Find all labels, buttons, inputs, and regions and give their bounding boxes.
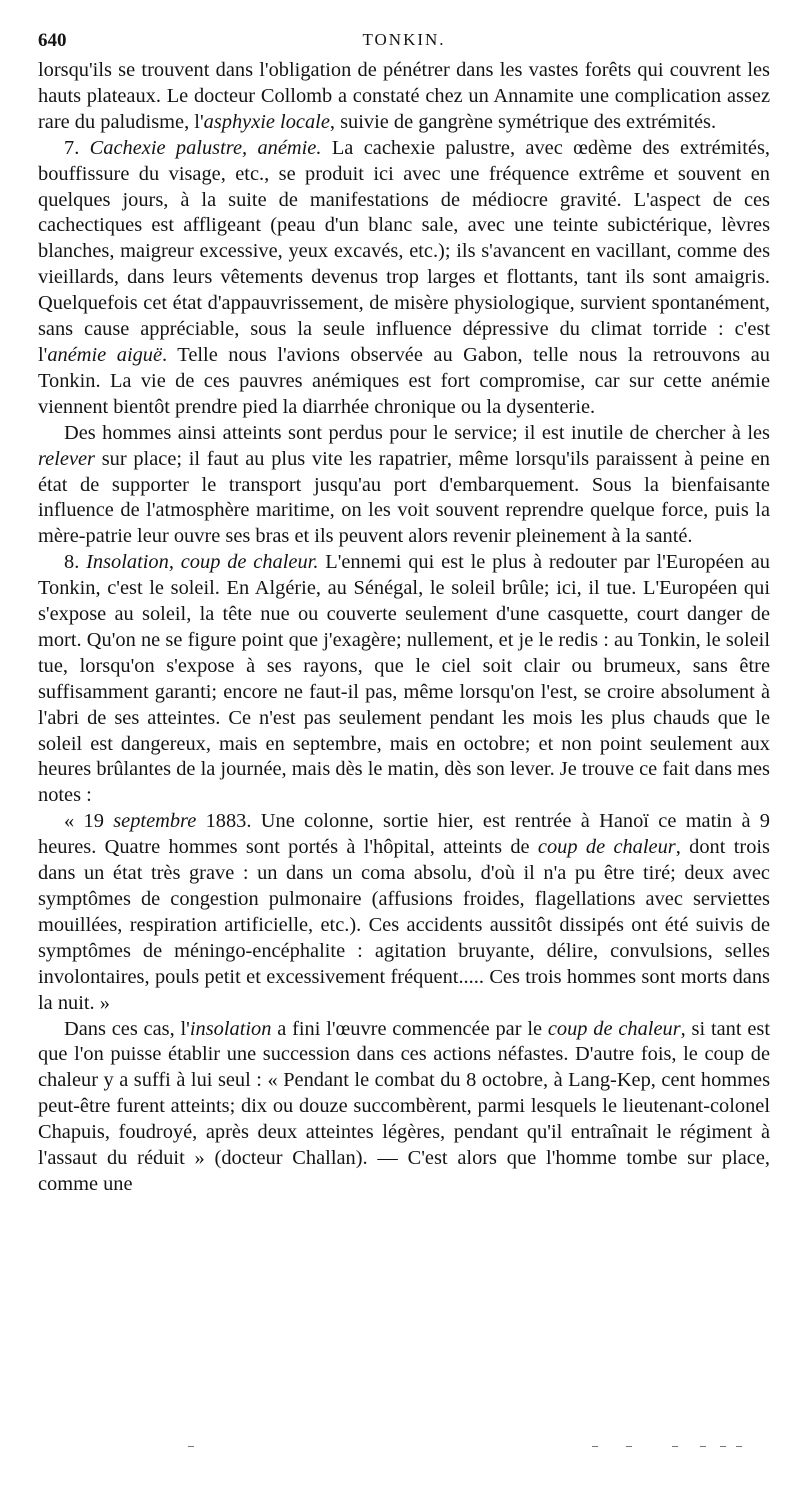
text-run: Dans ces cas, l' [64,1017,190,1040]
text-run: La cachexie palustre, avec œdème des extrémités, bouffissure du visage, etc., se produit ici avec une fréquence extrême et souvent en quelques jours, à la suite de manifestations de médiocre gravité. L'aspect de ces cachectiques est affligeant (peau d'un blanc sale, avec une teinte subictérique, lèvres blanches, maigreur excessive, yeux excavés, etc.); ils s'avancent en vacillant, comme des vieillards, dans leurs vêtements devenus trop larges et flottants, tant ils sont amaigris. Quelquefois cet état d'appauvrissement, de misère physiologique, survient spontanément, sans cause appréciable, sous la seule influence dépressive du climat torride : c'est l' [38,136,770,366]
text-run: , suivie de gangrène symétrique des extrémités. [329,110,717,133]
italic-text: insolation [189,1017,272,1040]
text-run: Des hommes ainsi atteints sont perdus pour le service; il est inutile de chercher à les [64,421,770,444]
paragraph-p1 [38,136,770,421]
footer-marks [180,1446,740,1452]
text-run: a fini l'œuvre commencée par le [271,1017,548,1040]
paragraph-p3 [38,550,770,809]
text-run: L'ennemi qui est le plus à redouter par l'Européen au Tonkin, c'est le soleil. En Algérie, au Sénégal, le soleil brûle; ici, il tue. L'Européen qui s'expose au soleil, la tête nue ou couverte seulement d'une casquette, court danger de mort. Qu'on ne se figure point que j'exagère; nullement, et je le redis : au Tonkin, le soleil tue, lorsqu'on s'expose à ses rayons, que le ciel soit clair ou brumeux, sans être suffisamment garanti; encore ne faut-il pas, même lorsqu'on l'est, se croire absolument à l'abri de ses atteintes. Ce n'est pas seulement pendant les mois les plus chauds que le soleil est dangereux, mais en septembre, mais en octobre; et non point seulement aux heures brûlantes de la journée, mais dès le matin, dès son lever. Je trouve ce fait dans mes notes : [38,551,770,807]
italic-text: anémie aiguë [47,343,163,366]
running-title: TONKIN. [362,30,446,49]
body-text [38,58,770,1198]
italic-text: Insolation, coup de chaleur. [86,551,319,574]
paragraph-p0 [38,58,770,136]
page-number: 640 [38,30,67,51]
text-run: 1883. Une colonne, sortie hier, est rentrée à Hanoï ce matin à 9 heures. Quatre hommes sont portés à l'hôpital, atteints de [38,810,770,859]
italic-text: coup de chaleur [537,836,676,859]
page-header [38,30,770,56]
italic-text: Cachexie palustre, anémie. [89,136,322,159]
paragraph-p2 [38,421,770,551]
paragraph-p4 [38,809,770,1016]
italic-text: septembre [113,810,197,833]
text-run: , si tant est que l'on puisse établir une succession dans ces actions néfastes. D'autre fois, le coup de chaleur y a suffi à lui seul : « Pendant le combat du 8 octobre, à Lang-Kep, cent hommes peut-être furent atteints; dix ou douze succombèrent, parmi lesquels le lieutenant-colonel Chapuis, foudroyé, après deux atteintes légères, pendant qu'il entraînait le régiment à l'assaut du réduit » (docteur Challan). — C'est alors que l'homme tombe sur place, comme une [38,1017,771,1195]
text-run: 8. [64,551,87,574]
text-run: « 19 [64,810,114,833]
italic-text: coup de chaleur [547,1017,681,1040]
text-run: . Telle nous l'avions observée au Gabon, telle nous la retrouvons au Tonkin. La vie de ces pauvres anémiques est fort compromise, car sur cette anémie viennent bientôt prendre pied la diarrhée chronique ou la dysenterie. [38,343,770,418]
text-run: sur place; il faut au plus vite les rapatrier, même lorsqu'ils paraissent à peine en état de supporter le transport jusqu'au port d'embarquement. Sous la bienfaisante influence de l'atmosphère maritime, on les voit souvent reprendre quelque force, puis la mère-patrie leur ouvre ses bras et ils peuvent alors revenir pleinement à la santé. [38,447,770,548]
text-run: lorsqu'ils se trouvent dans l'obligation de pénétrer dans les vastes forêts qui couvrent les hauts plateaux. Le docteur Collomb a constaté chez un Annamite une complication assez rare du paludisme, l' [38,59,770,133]
text-run: 7. [64,136,90,159]
italic-text: asphyxie locale [203,110,330,133]
paragraph-p5 [38,1017,770,1198]
italic-text: relever [38,447,95,470]
text-run: , dont trois dans un état très grave : un dans un coma absolu, d'où il n'a pu être tiré; deux avec symptômes de congestion pulmonaire (affusions froides, flagellations avec serviettes mouillées, respiration artificielle, etc.). Ces accidents aussitôt dissipés ont été suivis de symptômes de méningo-encéphalite : agitation bruyante, délire, convulsions, selles involontaires, pouls petit et excessivement fréquent..... Ces trois hommes sont morts dans la nuit. » [38,836,770,1014]
